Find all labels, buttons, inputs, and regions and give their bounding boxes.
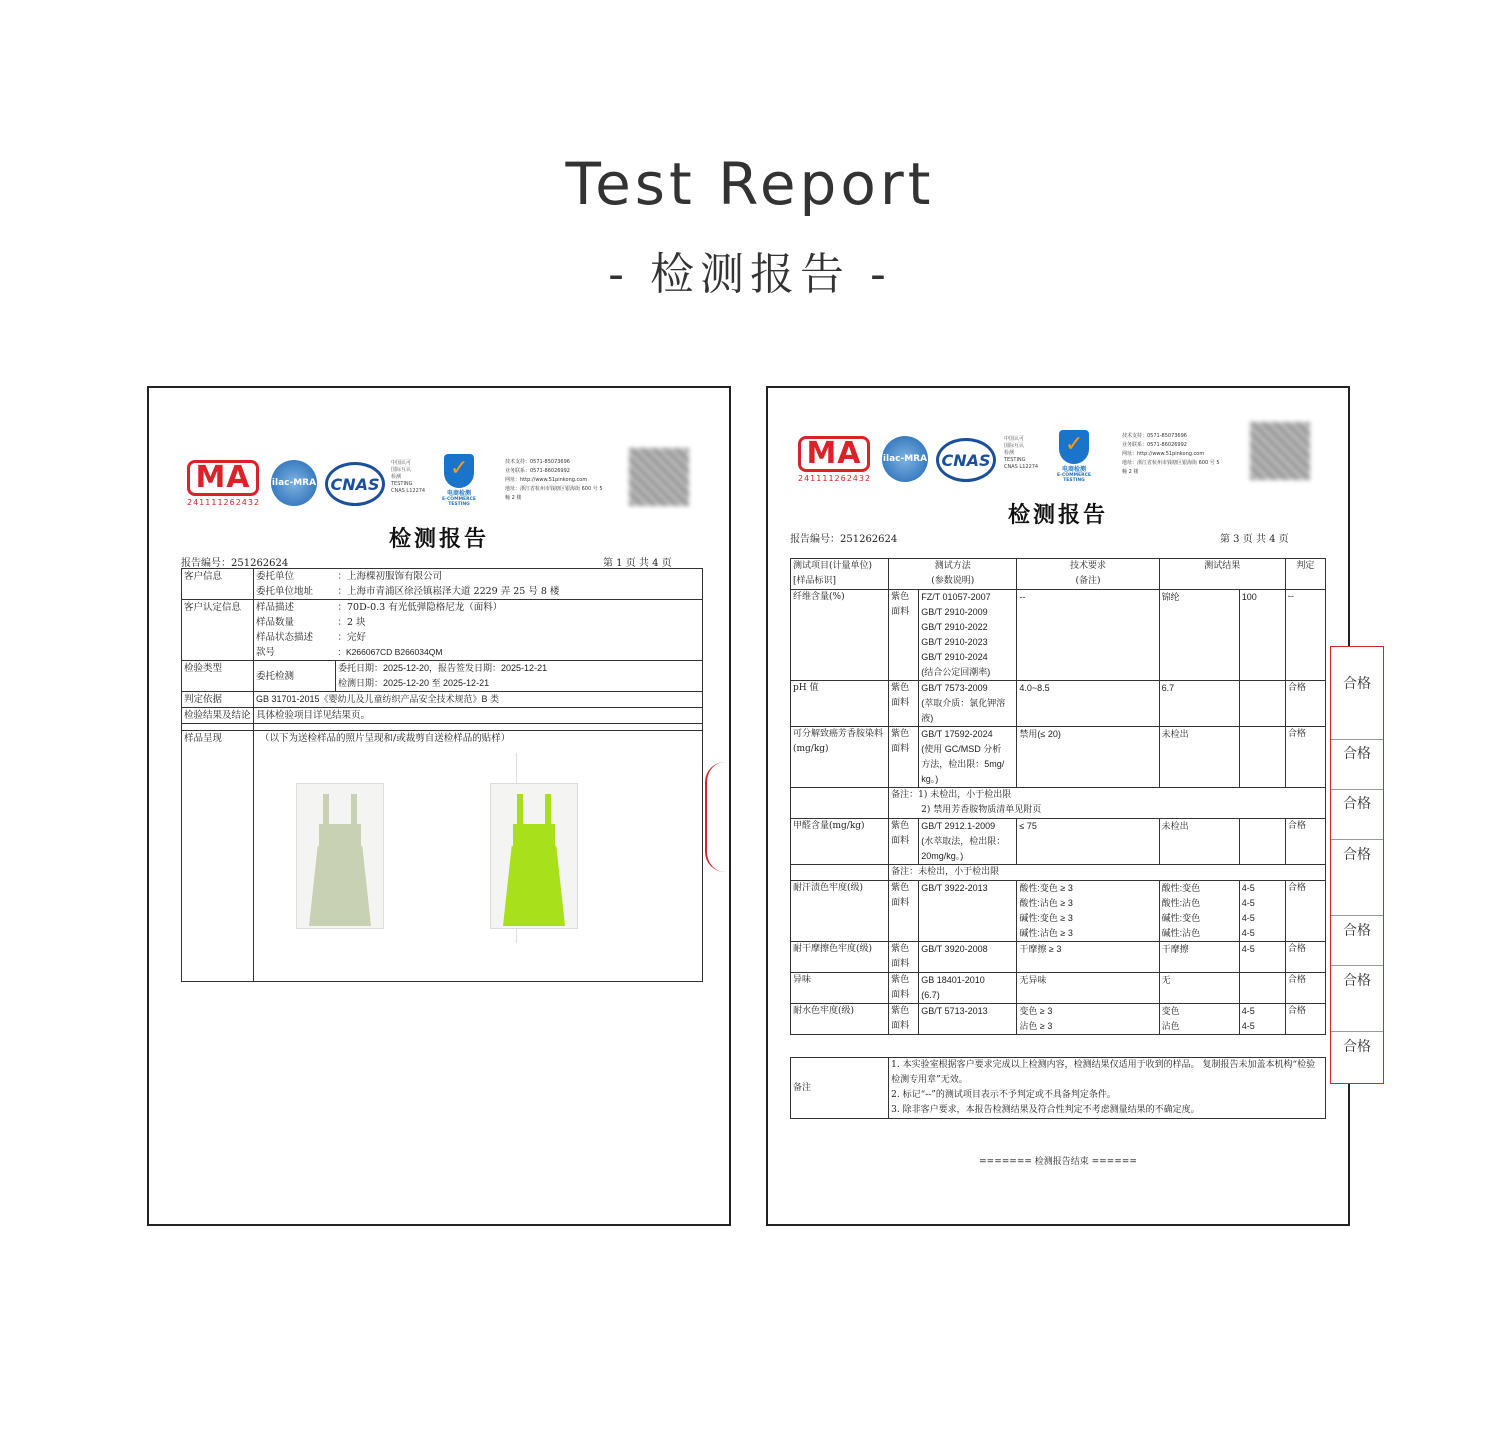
test-result: 变色 沾色 xyxy=(1159,1004,1239,1035)
test-item: 异味 xyxy=(791,973,889,1004)
requirement: 酸性:变色 ≥ 3 酸性:沾色 ≥ 3 碱性:变色 ≥ 3 碱性:沾色 ≥ 3 xyxy=(1017,881,1159,942)
test-item: 耐干摩擦色牢度(级) xyxy=(791,942,889,973)
table-row: 样品数量 ：2 块 xyxy=(182,615,703,630)
report-number: 报告编号：251262624 xyxy=(790,534,898,545)
pass-label: 合格 xyxy=(1343,847,1371,863)
results-table xyxy=(790,558,1326,1119)
pass-label: 合格 xyxy=(1343,676,1371,692)
test-result: 酸性:变色 酸性:沾色 碱性:变色 碱性:沾色 xyxy=(1159,881,1239,942)
report-page-3 xyxy=(766,386,1350,1226)
test-value xyxy=(1239,819,1285,865)
table-row: 委托单位地址 ：上海市青浦区徐泾镇崧泽大道 2229 弄 25 号 8 楼 xyxy=(182,584,703,600)
table-row xyxy=(791,973,1326,1004)
test-item: 甲醛含量(mg/kg) xyxy=(791,819,889,865)
table-row: 样品呈现 （以下为送检样品的照片呈现和/或裁剪自送检样品的贴样） xyxy=(182,731,703,982)
table-row xyxy=(791,942,1326,973)
test-method: GB/T 3922-2013 xyxy=(919,881,1017,942)
table-row: 客户认定信息 样品描述 ：70D-0.3 有光低弹隐格尼龙（面料） xyxy=(182,600,703,616)
sample-part: 紫色 面料 xyxy=(889,1004,919,1035)
ilac-mra-logo: ilac-MRA xyxy=(271,460,317,506)
logo-strip xyxy=(187,458,707,518)
test-item: 可分解致癌芳香胺染料(mg/kg) xyxy=(791,727,889,788)
test-value: 4-5 xyxy=(1239,942,1285,973)
test-value: 100 xyxy=(1239,590,1285,681)
table-row: 款号 ：K266067CD B266034QM xyxy=(182,645,703,661)
judgement: 合格 xyxy=(1285,942,1325,973)
shield-check-icon xyxy=(444,454,474,488)
sample-photos: （以下为送检样品的照片呈现和/或裁剪自送检样品的贴样） xyxy=(256,731,700,981)
test-method: GB/T 17592-2024 (使用 GC/MSD 分析 方法，检出限：5mg/ kg。) xyxy=(919,727,1017,788)
note-row: 备注：1) 未检出，小于检出限 2) 禁用芳香胺物质清单见附页 xyxy=(791,788,1326,819)
test-item: 耐汗渍色牢度(级) xyxy=(791,881,889,942)
table-row xyxy=(791,881,1326,942)
test-result: 干摩擦 xyxy=(1159,942,1239,973)
test-method: GB/T 7573-2009 (萃取介质：氯化钾溶 液) xyxy=(919,681,1017,727)
logo-strip xyxy=(798,434,1318,494)
sample-part: 紫色 面料 xyxy=(889,681,919,727)
test-method: FZ/T 01057-2007 GB/T 2910-2009 GB/T 2910-2022 GB/T 2910-2023 GB/T 2910-2024 (结合公定回潮率) xyxy=(919,590,1017,681)
table-row: 客户信息 委托单位 ：上海棵初服饰有限公司 xyxy=(182,569,703,585)
sample-part: 紫色 面料 xyxy=(889,819,919,865)
requirement: 禁用(≤ 20) xyxy=(1017,727,1159,788)
pass-label: 合格 xyxy=(1343,973,1371,989)
report-end-marker: ======= 检测报告结束 ====== xyxy=(979,1157,1137,1167)
table-row xyxy=(791,1004,1326,1035)
judgement: 合格 xyxy=(1285,1004,1325,1035)
requirement: -- xyxy=(1017,590,1159,681)
test-item: 纤维含量(%) xyxy=(791,590,889,681)
sample-part: 紫色 面料 xyxy=(889,727,919,788)
test-item: 耐水色牢度(级) xyxy=(791,1004,889,1035)
sample-photo-1 xyxy=(296,783,384,929)
cnas-logo: CNAS xyxy=(325,462,385,506)
test-method: GB/T 2912.1-2009 (水萃取法，检出限： 20mg/kg。) xyxy=(919,819,1017,865)
table-row xyxy=(791,819,1326,865)
pass-label: 合格 xyxy=(1343,796,1371,812)
report-table xyxy=(181,568,703,982)
table-row xyxy=(791,727,1326,788)
test-result: 6.7 xyxy=(1159,681,1239,727)
remarks-row: 备注 1. 本实验室根据客户要求完成以上检测内容，检测结果仅适用于收到的样品。 复制报告未加盖本机构“检验检测专用章”无效。 2. 标记“--”的测试项目表示不予判定或不具备判定条件。 3. 除非客户要求，本报告检测结果及符合性判定不考虑测量结果的不确定度。 xyxy=(791,1058,1326,1119)
report-title: 检测报告 xyxy=(388,526,489,552)
page-title: Test Report xyxy=(565,150,935,218)
sample-part: 紫色 面料 xyxy=(889,881,919,942)
table-row: 样品状态描述 ：完好 xyxy=(182,630,703,645)
table-row: 判定依据 GB 31701-2015《婴幼儿及儿童纺织产品安全技术规范》B 类 xyxy=(182,692,703,708)
requirement: 干摩擦 ≥ 3 xyxy=(1017,942,1159,973)
qr-code xyxy=(1250,422,1310,480)
judgement: 合格 xyxy=(1285,973,1325,1004)
requirement: 变色 ≥ 3 沾色 ≥ 3 xyxy=(1017,1004,1159,1035)
pass-label: 合格 xyxy=(1343,1039,1371,1055)
table-row xyxy=(791,681,1326,727)
report-page-1 xyxy=(147,386,731,1226)
page-subtitle: - 检测报告 - xyxy=(608,249,892,300)
cnas-caption: 中国认可 国际互认 检测 TESTING CNAS L12274 xyxy=(391,460,426,494)
report-title: 检测报告 xyxy=(1007,502,1108,528)
sample-photo-2 xyxy=(490,783,578,929)
page-number: 第 1 页 共 4 页 xyxy=(603,558,672,569)
test-result: 未检出 xyxy=(1159,819,1239,865)
requirement: 无异味 xyxy=(1017,973,1159,1004)
cma-logo: MA 241111262432 xyxy=(798,436,872,483)
contact-info: 技术支持：0571-85073696 业务联系：0571-86026992 网址：http://www.51pinkong.com 地址：浙江省杭州市钱塘区银海街 600 号 5 幢 2 楼 xyxy=(1122,433,1220,475)
test-result: 无 xyxy=(1159,973,1239,1004)
ecommerce-testing-logo: ✓ 电商检测 E-COMMERCE TESTING xyxy=(431,454,487,507)
qr-code xyxy=(629,448,689,506)
sample-part: 紫色 面料 xyxy=(889,973,919,1004)
contact-info: 技术支持：0571-85073696 业务联系：0571-86026992 网址：http://www.51pinkong.com 地址：浙江省杭州市钱塘区银海街 600 号 5 幢 2 楼 xyxy=(505,459,603,501)
test-method: GB 18401-2010 (6.7) xyxy=(919,973,1017,1004)
test-value xyxy=(1239,727,1285,788)
cnas-caption: 中国认可 国际互认 检测 TESTING CNAS L12274 xyxy=(1004,436,1039,470)
judgement: -- xyxy=(1285,590,1325,681)
ilac-mra-logo: ilac-MRA xyxy=(882,436,928,482)
test-value xyxy=(1239,681,1285,727)
test-value: 4-5 4-5 4-5 4-5 xyxy=(1239,881,1285,942)
cnas-logo: CNAS xyxy=(936,438,996,482)
page-number: 第 3 页 共 4 页 xyxy=(1220,534,1289,545)
pass-label-strip xyxy=(1330,646,1384,1084)
judgement: 合格 xyxy=(1285,819,1325,865)
sample-part: 紫色 面料 xyxy=(889,942,919,973)
sample-part: 紫色 面料 xyxy=(889,590,919,681)
requirement: ≤ 75 xyxy=(1017,819,1159,865)
shield-check-icon xyxy=(1059,430,1089,464)
judgement: 合格 xyxy=(1285,881,1325,942)
table-row: 检验结果及结论 具体检验项目详见结果页。 xyxy=(182,708,703,724)
table-header-row: 测试项目(计量单位) [样品标识] 测试方法 (参数说明) 技术要求 (备注) 测试结果 判定 xyxy=(791,559,1326,590)
cma-logo: MA 241111262432 xyxy=(187,460,261,507)
note-row: 备注：未检出，小于检出限 xyxy=(791,865,1326,881)
pass-label: 合格 xyxy=(1343,923,1371,939)
official-stamp xyxy=(705,762,725,872)
table-row xyxy=(791,590,1326,681)
table-row xyxy=(182,724,703,731)
test-method: GB/T 5713-2013 xyxy=(919,1004,1017,1035)
pass-label: 合格 xyxy=(1343,746,1371,762)
table-row xyxy=(791,1035,1326,1058)
test-value xyxy=(1239,973,1285,1004)
test-item: pH 值 xyxy=(791,681,889,727)
requirement: 4.0~8.5 xyxy=(1017,681,1159,727)
test-value: 4-5 4-5 xyxy=(1239,1004,1285,1035)
test-result: 锦纶 xyxy=(1159,590,1239,681)
judgement: 合格 xyxy=(1285,727,1325,788)
report-number: 报告编号：251262624 xyxy=(181,558,289,569)
test-result: 未检出 xyxy=(1159,727,1239,788)
ecommerce-testing-logo: ✓ 电商检测 E-COMMERCE TESTING xyxy=(1046,430,1102,483)
test-method: GB/T 3920-2008 xyxy=(919,942,1017,973)
judgement: 合格 xyxy=(1285,681,1325,727)
table-row: 检验类型 委托检测 委托日期：2025-12-20，报告签发日期：2025-12-21 检测日期：2025-12-20 至 2025-12-21 xyxy=(182,661,703,692)
